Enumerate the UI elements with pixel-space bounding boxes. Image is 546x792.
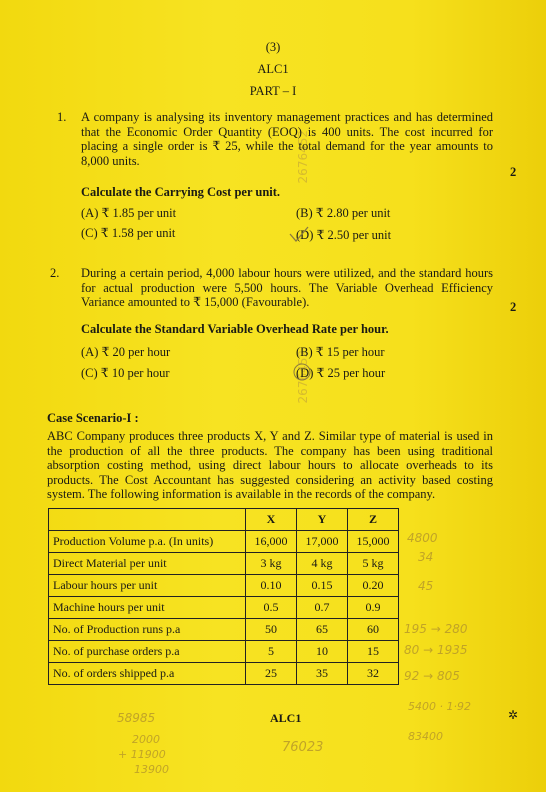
table-cell: 60	[348, 619, 399, 641]
table-header-cell	[49, 509, 246, 531]
q2-option-d: (D) ₹ 25 per hour	[296, 366, 386, 380]
table-cell: 4 kg	[297, 553, 348, 575]
table-cell: 15,000	[348, 531, 399, 553]
table-cell: 0.20	[348, 575, 399, 597]
table-cell-label: Machine hours per unit	[49, 597, 246, 619]
table-header-cell: X	[246, 509, 297, 531]
handwritten-note: 5400 · 1·92	[408, 700, 471, 713]
handwritten-note: + 11900	[118, 748, 166, 761]
table-row	[49, 597, 399, 619]
table-cell: 5	[246, 641, 297, 663]
answer-circle-icon	[292, 362, 312, 382]
table-cell: 0.9	[348, 597, 399, 619]
q2-text: During a certain period, 4,000 labour hours were utilized, and the standard hours for actual production were 5,500 hours. The Variable Overhead Efficiency Variance amounted to ₹ 15,000 (Favourable).	[81, 266, 493, 309]
handwritten-note: 2000	[132, 733, 160, 746]
table-cell: 35	[297, 663, 348, 685]
table-header-cell: Y	[297, 509, 348, 531]
table-cell: 16,000	[246, 531, 297, 553]
handwritten-note: 58985	[117, 711, 156, 725]
part-heading: PART – I	[249, 84, 297, 98]
check-mark-icon	[288, 226, 312, 244]
table-cell-label: No. of purchase orders p.a	[49, 641, 246, 663]
table-cell: 15	[348, 641, 399, 663]
handwritten-note: 13900	[134, 763, 169, 776]
handwritten-note: 92 → 805	[404, 669, 460, 683]
table-row	[49, 553, 399, 575]
q2-option-b: (B) ₹ 15 per hour	[296, 345, 385, 359]
table-header-row	[49, 509, 399, 531]
handwritten-note: 80 → 1935	[404, 643, 468, 657]
table-cell: 10	[297, 641, 348, 663]
table-cell: 65	[297, 619, 348, 641]
watermark-2: 2676452	[296, 350, 310, 404]
table-row	[49, 531, 399, 553]
handwritten-note: 34	[418, 550, 434, 564]
watermark-1: 2676452	[296, 130, 310, 184]
table-cell: 50	[246, 619, 297, 641]
q2-number: 2.	[50, 266, 60, 280]
q1-prompt: Calculate the Carrying Cost per unit.	[81, 185, 281, 199]
table-row	[49, 663, 399, 685]
activity-data-table	[48, 508, 399, 685]
case-heading: Case Scenario-I :	[47, 411, 139, 425]
table-cell: 0.5	[246, 597, 297, 619]
footer-code: ALC1	[270, 711, 302, 725]
q1-option-d: (D) ₹ 2.50 per unit	[296, 228, 392, 242]
table-cell: 0.7	[297, 597, 348, 619]
table-row	[49, 641, 399, 663]
table-row	[49, 619, 399, 641]
handwritten-note: 83400	[408, 730, 443, 743]
table-cell-label: Labour hours per unit	[49, 575, 246, 597]
handwritten-note: 4800	[407, 531, 438, 545]
table-cell: 3 kg	[246, 553, 297, 575]
table-cell-label: Direct Material per unit	[49, 553, 246, 575]
q2-marks: 2	[510, 300, 517, 314]
handwritten-note: 195 → 280	[404, 622, 468, 636]
q2-prompt: Calculate the Standard Variable Overhead Rate per hour.	[81, 322, 389, 336]
handwritten-note: 45	[418, 579, 434, 593]
table-cell-label: No. of Production runs p.a	[49, 619, 246, 641]
table-cell-label: Production Volume p.a. (In units)	[49, 531, 246, 553]
star-icon: ✲	[508, 708, 519, 722]
table-cell: 0.10	[246, 575, 297, 597]
q1-option-a: (A) ₹ 1.85 per unit	[81, 206, 177, 220]
case-text: ABC Company produces three products X, Y and Z. Similar type of material is used in the production of all the three products. The company has been using traditional absorption costing method, using direct labour hours to allocate overheads to its products. The Cost Accountant has suggested considering an activity based costing system. The following information is available in the records of the company.	[47, 429, 493, 501]
handwritten-note: 76023	[282, 740, 324, 755]
paper-code: ALC1	[257, 62, 289, 76]
table-cell: 32	[348, 663, 399, 685]
table-row	[49, 575, 399, 597]
table-cell-label: No. of orders shipped p.a	[49, 663, 246, 685]
table-cell: 0.15	[297, 575, 348, 597]
q2-option-c: (C) ₹ 10 per hour	[81, 366, 170, 380]
q1-text: A company is analysing its inventory management practices and has determined that the Economic Order Quantity (EOQ) is 400 units. The cost incurred for placing a single order is ₹ 25, while the total demand for the year amounts to 8,000 units.	[81, 110, 493, 168]
q1-marks: 2	[510, 165, 517, 179]
q2-option-a: (A) ₹ 20 per hour	[81, 345, 171, 359]
q1-number: 1.	[57, 110, 67, 124]
table-cell: 25	[246, 663, 297, 685]
page-number: (3)	[265, 40, 281, 54]
table-cell: 5 kg	[348, 553, 399, 575]
table-cell: 17,000	[297, 531, 348, 553]
q1-option-b: (B) ₹ 2.80 per unit	[296, 206, 391, 220]
q1-option-c: (C) ₹ 1.58 per unit	[81, 226, 176, 240]
table-header-cell: Z	[348, 509, 399, 531]
